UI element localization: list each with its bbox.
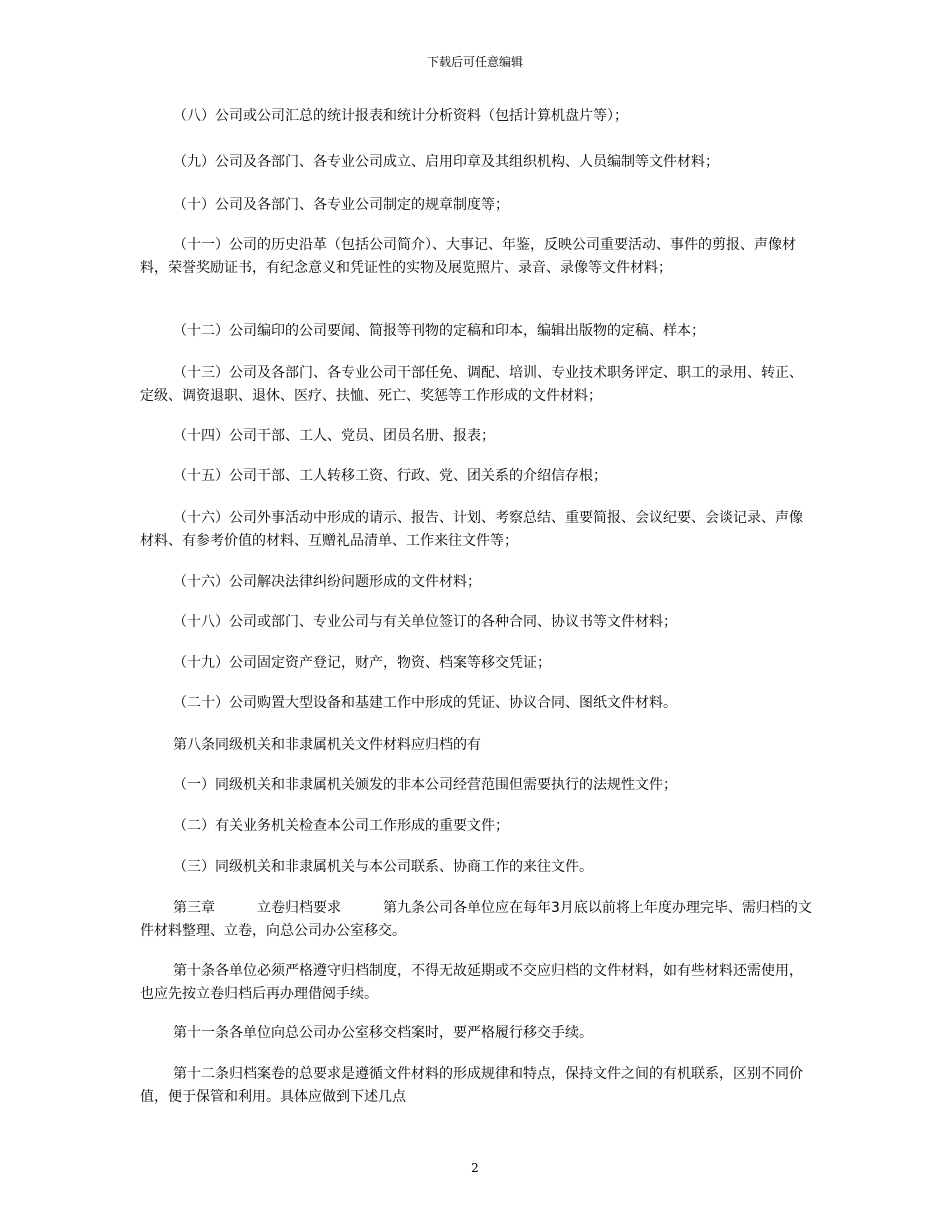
- paragraph: （十六）公司外事活动中形成的请示、报告、计划、考察总结、重要简报、会议纪要、会谈记录、声像材料、有参考价值的材料、互赠礼品清单、工作来往文件等；: [140, 510, 803, 549]
- paragraph: （一）同级机关和非隶属机关颁发的非本公司经营范围但需要执行的法规性文件；: [173, 777, 677, 793]
- article-heading: 第八条同级机关和非隶属机关文件材料应归档的有: [173, 737, 481, 753]
- paragraph: 第十二条归档案卷的总要求是遵循文件材料的形成规律和特点，保持文件之间的有机联系，区别不同价值，便于保管和利用。具体应做到下述几点: [140, 1066, 803, 1105]
- paragraph: （十三）公司及各部门、各专业公司干部任免、调配、培训、专业技术职务评定、职工的录用、转正、定级、调资退职、退休、医疗、扶恤、死亡、奖惩等工作形成的文件材料；: [140, 365, 803, 404]
- paragraph: （十八）公司或部门、专业公司与有关单位签订的各种合同、协议书等文件材料；: [173, 614, 677, 630]
- paragraph: （十一）公司的历史沿革（包括公司简介）、大事记、年鉴，反映公司重要活动、事件的剪报、声像材料，荣誉奖励证书，有纪念意义和凭证性的实物及展览照片、录音、录像等文件材料；: [140, 237, 796, 276]
- paragraph: （十五）公司干部、工人转移工资、行政、党、团关系的介绍信存根；: [173, 468, 607, 484]
- paragraph: 第十一条各单位向总公司办公室移交档案时，要严格履行移交手续。: [173, 1025, 593, 1041]
- page-header: 下载后可任意编辑: [426, 55, 523, 69]
- paragraph: 第十条各单位必须严格遵守归档制度，不得无故延期或不交应归档的文件材料，如有些材料还需使用，也应先按立卷归档后再办理借阅手续。: [140, 963, 803, 1002]
- paragraph: （十六）公司解决法律纠纷问题形成的文件材料；: [173, 574, 481, 590]
- paragraph: （十）公司及各部门、各专业公司制定的规章制度等；: [173, 197, 509, 213]
- paragraph: （十九）公司固定资产登记，财产，物资、档案等移交凭证；: [173, 655, 551, 671]
- paragraph: （九）公司及各部门、各专业公司成立、启用印章及其组织机构、人员编制等文件材料；: [173, 154, 719, 170]
- page-number: 2: [471, 1161, 479, 1175]
- paragraph: （十二）公司编印的公司要闻、简报等刊物的定稿和印本，编辑出版物的定稿、样本；: [173, 323, 705, 339]
- paragraph: （八）公司或公司汇总的统计报表和统计分析资料（包括计算机盘片等）；: [173, 108, 628, 124]
- paragraph: （二）有关业务机关检查本公司工作形成的重要文件；: [173, 818, 509, 834]
- paragraph: （十四）公司干部、工人、党员、团员名册、报表；: [173, 428, 495, 444]
- paragraph: （三）同级机关和非隶属机关与本公司联系、协商工作的来往文件。: [173, 859, 593, 875]
- paragraph: （二十）公司购置大型设备和基建工作中形成的凭证、协议合同、图纸文件材料。: [173, 695, 677, 711]
- chapter-paragraph: 第三章 立卷归档要求 第九条公司各单位应在每年3月底以前将上年度办理完毕、需归档的文件材料整理、立卷，向总公司办公室移交。: [140, 900, 812, 939]
